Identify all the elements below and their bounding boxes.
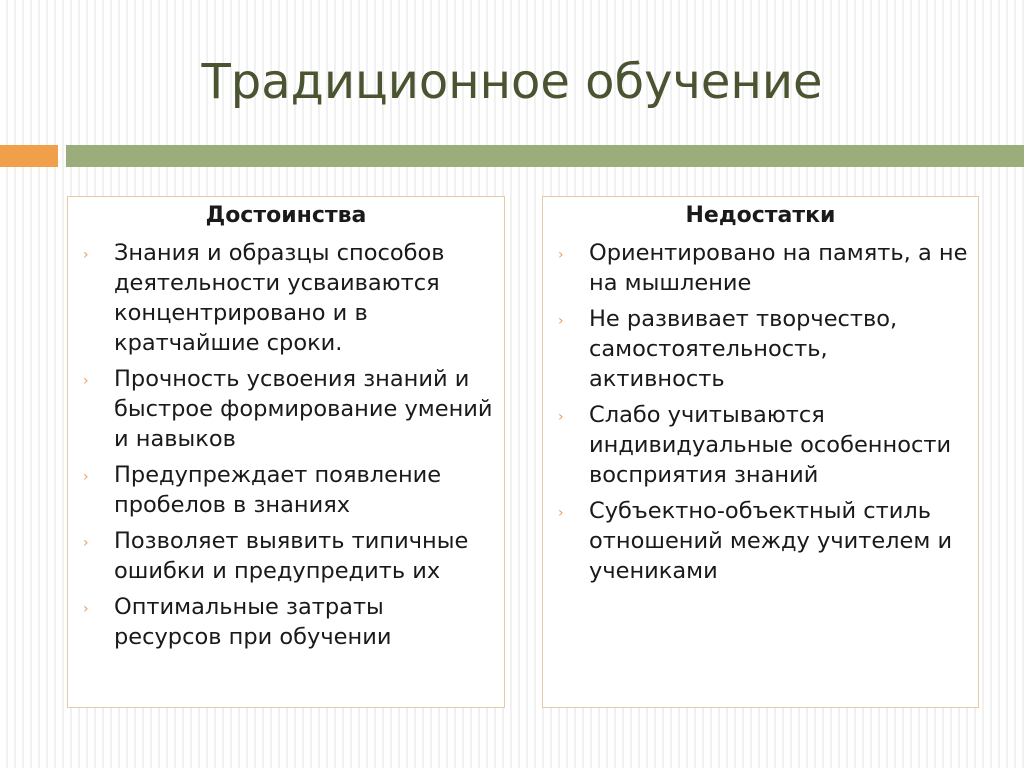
title-area	[0, 0, 1024, 138]
advantage-item	[68, 526, 504, 586]
chevron-right-icon: ›	[83, 535, 89, 551]
chevron-right-icon: ›	[558, 505, 564, 521]
advantage-text: Прочность усвоения знаний и быстрое формирование умений и навыков	[114, 366, 493, 452]
disadvantage-item	[543, 400, 978, 490]
chevron-right-icon: ›	[83, 373, 89, 389]
chevron-right-icon: ›	[83, 247, 89, 263]
advantage-text: Предупреждает появление пробелов в знаниях	[114, 462, 442, 518]
chevron-right-icon: ›	[83, 601, 89, 617]
chevron-right-icon: ›	[83, 469, 89, 485]
disadvantage-text: Ориентировано на память, а не на мышление	[589, 240, 968, 296]
advantage-text: Оптимальные затраты ресурсов при обучении	[114, 594, 392, 650]
disadvantage-item	[543, 496, 978, 586]
advantages-panel	[67, 196, 505, 708]
advantage-item	[68, 592, 504, 652]
disadvantage-text: Субъектно-объектный стиль отношений между учителем и учениками	[589, 498, 953, 584]
slide-title: Традиционное обучение	[201, 54, 823, 110]
disadvantage-text: Слабо учитываются индивидуальные особенности восприятия знаний	[589, 402, 952, 488]
advantage-item	[68, 364, 504, 454]
accent-bar-green	[66, 145, 1024, 167]
advantage-item	[68, 238, 504, 358]
disadvantages-panel	[542, 196, 979, 708]
disadvantages-heading: Недостатки	[685, 203, 836, 228]
advantages-list	[68, 238, 504, 652]
disadvantages-list	[543, 238, 978, 586]
advantage-text: Позволяет выявить типичные ошибки и предупредить их	[114, 528, 469, 584]
advantage-text: Знания и образцы способов деятельности усваиваются концентрировано и в кратчайшие сроки.	[114, 240, 445, 356]
chevron-right-icon: ›	[558, 313, 564, 329]
chevron-right-icon: ›	[558, 247, 564, 263]
disadvantage-item	[543, 238, 978, 298]
advantages-heading: Достоинства	[205, 203, 367, 228]
advantage-item	[68, 460, 504, 520]
chevron-right-icon: ›	[558, 409, 564, 425]
disadvantage-item	[543, 304, 978, 394]
accent-bar-orange	[0, 145, 58, 167]
disadvantage-text: Не развивает творчество, самостоятельность, активность	[589, 306, 898, 392]
